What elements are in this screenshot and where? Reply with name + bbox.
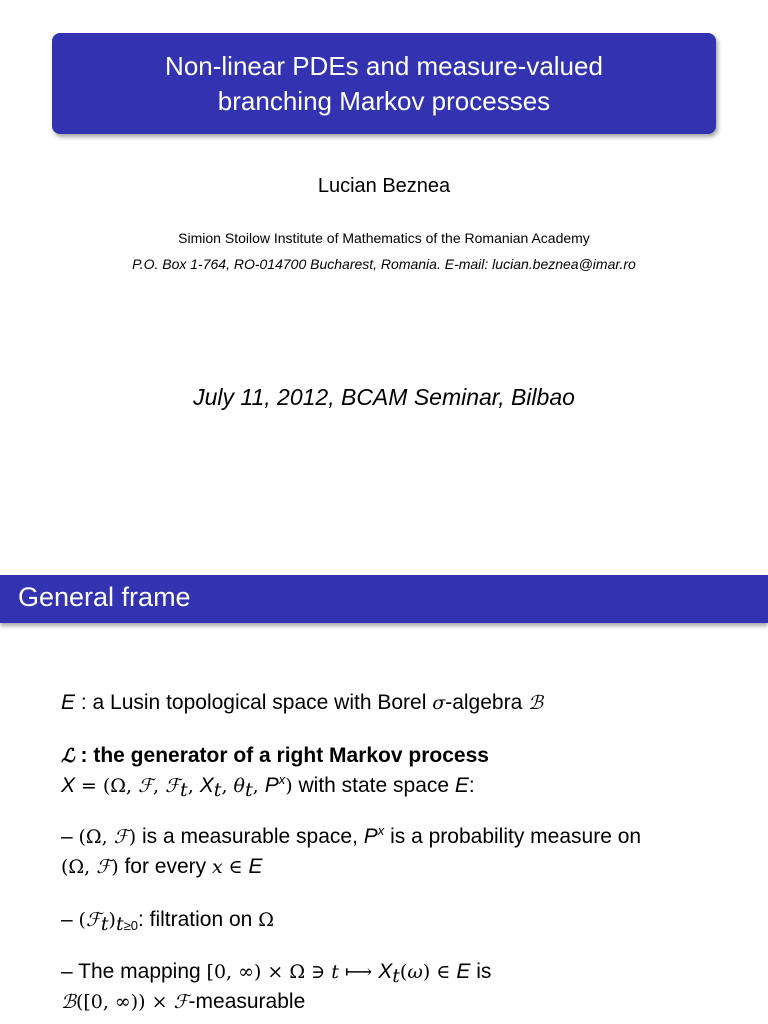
institution: Simion Stoilow Institute of Mathematics of the Romanian Academy [178, 230, 590, 246]
paragraph-measurable-space: – (Ω, ℱ) is a measurable space, $P^x$ is a probability measure on (Ω, ℱ) for every x ∈ E [61, 823, 642, 878]
title-box [52, 33, 716, 134]
event-date: July 11, 2012, BCAM Seminar, Bilbao [193, 384, 575, 410]
paragraph-generator: ℒ : the generator of a right Markov process X = (Ω, ℱ, ℱ$_t$, $X_t$, $\theta_t$, $P^x$) with state space E: [61, 744, 489, 801]
paragraph-state-space: E : a Lusin topological space with Borel σ-algebra ℬ [61, 691, 544, 714]
address-line: P.O. Box 1-764, RO-014700 Bucharest, Romania. E-mail: lucian.beznea@imar.ro [132, 256, 636, 272]
paragraph-mapping: – The mapping [0, ∞) × Ω ∋ t ⟼ $X_t(\omega)$ ∈ E is ℬ([0, ∞)) × ℱ-measurable [61, 960, 492, 1013]
paragraph-filtration: – $(ℱ_t)_{t\ge 0}$: filtration on Ω [61, 908, 274, 935]
title-line-2: branching Markov processes [217, 85, 551, 116]
author-name: Lucian Beznea [317, 175, 451, 197]
frame-header [0, 575, 768, 623]
frame-title: General frame [18, 582, 191, 612]
title-line-1: Non-linear PDEs and measure-valued [165, 50, 603, 81]
